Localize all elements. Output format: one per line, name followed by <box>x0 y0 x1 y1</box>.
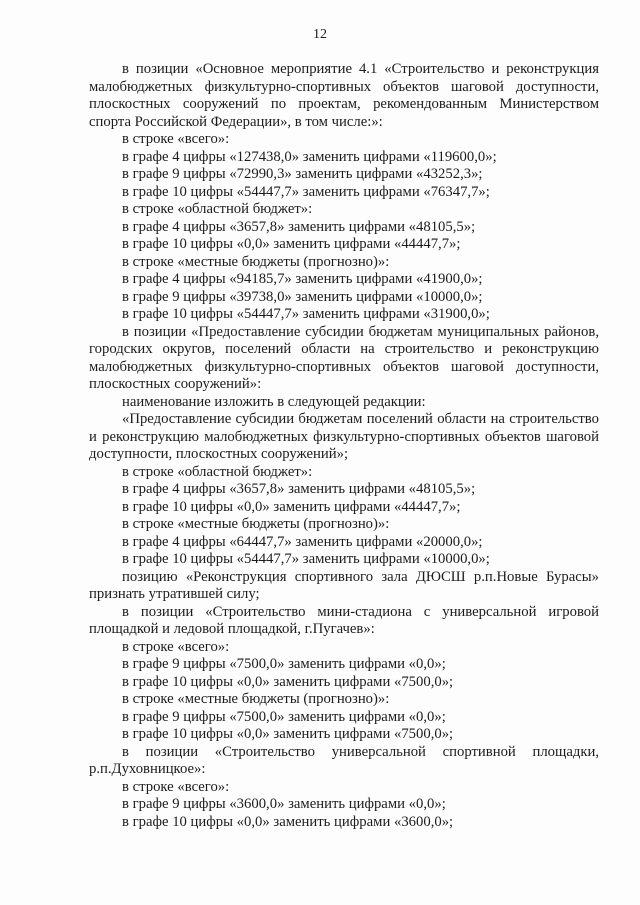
text-line: спорта Российской Федерации», в том числе:»: <box>89 113 383 130</box>
text-line: в строке «всего»: <box>122 638 230 655</box>
text-line: в графе 4 цифры «94185,7» заменить цифрами «41900,0»; <box>122 271 483 287</box>
text-line: в позиции «Строительство мини-стадиона с универсальной игровой <box>122 603 599 620</box>
text-line: признать утратившей силу; <box>89 586 260 602</box>
text-line: городских округов, поселений области на строительство и реконструкцию <box>89 341 599 357</box>
text-line: в графе 10 цифры «0,0» заменить цифрами «7500,0»; <box>122 726 454 742</box>
text-line: площадкой и ледовой площадкой, г.Пугачев»: <box>89 621 375 637</box>
text-line: в строке «областной бюджет»: <box>122 201 313 217</box>
text-line: малобюджетных физкультурно-спортивных объектов шаговой доступности, <box>89 78 599 95</box>
text-line: плоскостных сооружений»: <box>89 376 262 392</box>
text-line: доступности, плоскостных сооружений»; <box>89 446 349 462</box>
text-line: в графе 10 цифры «0,0» заменить цифрами «7500,0»; <box>122 673 454 690</box>
text-line: в строке «местные бюджеты (прогнозно)»: <box>122 516 390 532</box>
text-line: в позиции «Основное мероприятие 4.1 «Строительство и реконструкция <box>122 61 599 77</box>
text-line: в графе 10 цифры «54447,7» заменить цифрами «10000,0»; <box>122 551 490 567</box>
text-line: плоскостных сооружений по проектам, рекомендованным Министерством <box>89 96 599 112</box>
text-line: в графе 9 цифры «7500,0» заменить цифрами «0,0»; <box>122 656 446 672</box>
text-line: в графе 4 цифры «127438,0» заменить цифрами «119600,0»; <box>122 148 497 165</box>
page-number: 12 <box>313 27 327 42</box>
text-line: в графе 4 цифры «64447,7» заменить цифрами «20000,0»; <box>122 533 483 550</box>
text-line: в графе 9 цифры «39738,0» заменить цифрами «10000,0»; <box>122 288 483 305</box>
text-line: р.п.Духовницкое»: <box>89 761 206 777</box>
text-line: в позиции «Строительство универсальной спортивной площадки, <box>122 743 599 760</box>
text-line: в графе 10 цифры «0,0» заменить цифрами «3600,0»; <box>122 813 454 830</box>
text-line: в графе 9 цифры «72990,3» заменить цифрами «43252,3»; <box>122 166 483 182</box>
text-line: в строке «всего»: <box>122 778 230 795</box>
text-line: «Предоставление субсидии бюджетам поселений области на строительство <box>122 411 599 427</box>
text-line: в строке «местные бюджеты (прогнозно)»: <box>122 253 390 270</box>
text-line: в графе 10 цифры «0,0» заменить цифрами «44447,7»; <box>122 498 461 515</box>
text-line: в строке «местные бюджеты (прогнозно)»: <box>122 691 390 707</box>
text-line: в графе 9 цифры «7500,0» заменить цифрами «0,0»; <box>122 708 446 725</box>
text-line: малобюджетных физкультурно-спортивных объектов шаговой доступности, <box>89 358 599 375</box>
text-line: в строке «областной бюджет»: <box>122 463 313 480</box>
text-line: в графе 9 цифры «3600,0» заменить цифрами «0,0»; <box>122 796 446 812</box>
text-line: в графе 10 цифры «54447,7» заменить цифрами «76347,7»; <box>122 183 490 200</box>
text-line: в графе 10 цифры «54447,7» заменить цифрами «31900,0»; <box>122 306 490 322</box>
text-line: в графе 10 цифры «0,0» заменить цифрами «44447,7»; <box>122 236 461 252</box>
text-line: в позиции «Предоставление субсидии бюджетам муниципальных районов, <box>122 323 599 340</box>
text-line: наименование изложить в следующей редакции: <box>122 393 426 410</box>
text-line: и реконструкцию малобюджетных физкультурно-спортивных объектов шаговой <box>89 428 599 445</box>
text-line: в графе 4 цифры «3657,8» заменить цифрами «48105,5»; <box>122 481 476 497</box>
text-line: позицию «Реконструкция спортивного зала ДЮСШ р.п.Новые Бурасы» <box>122 568 599 585</box>
text-line: в графе 4 цифры «3657,8» заменить цифрами «48105,5»; <box>122 218 476 235</box>
text-line: в строке «всего»: <box>122 131 230 147</box>
document-body <box>89 61 599 831</box>
